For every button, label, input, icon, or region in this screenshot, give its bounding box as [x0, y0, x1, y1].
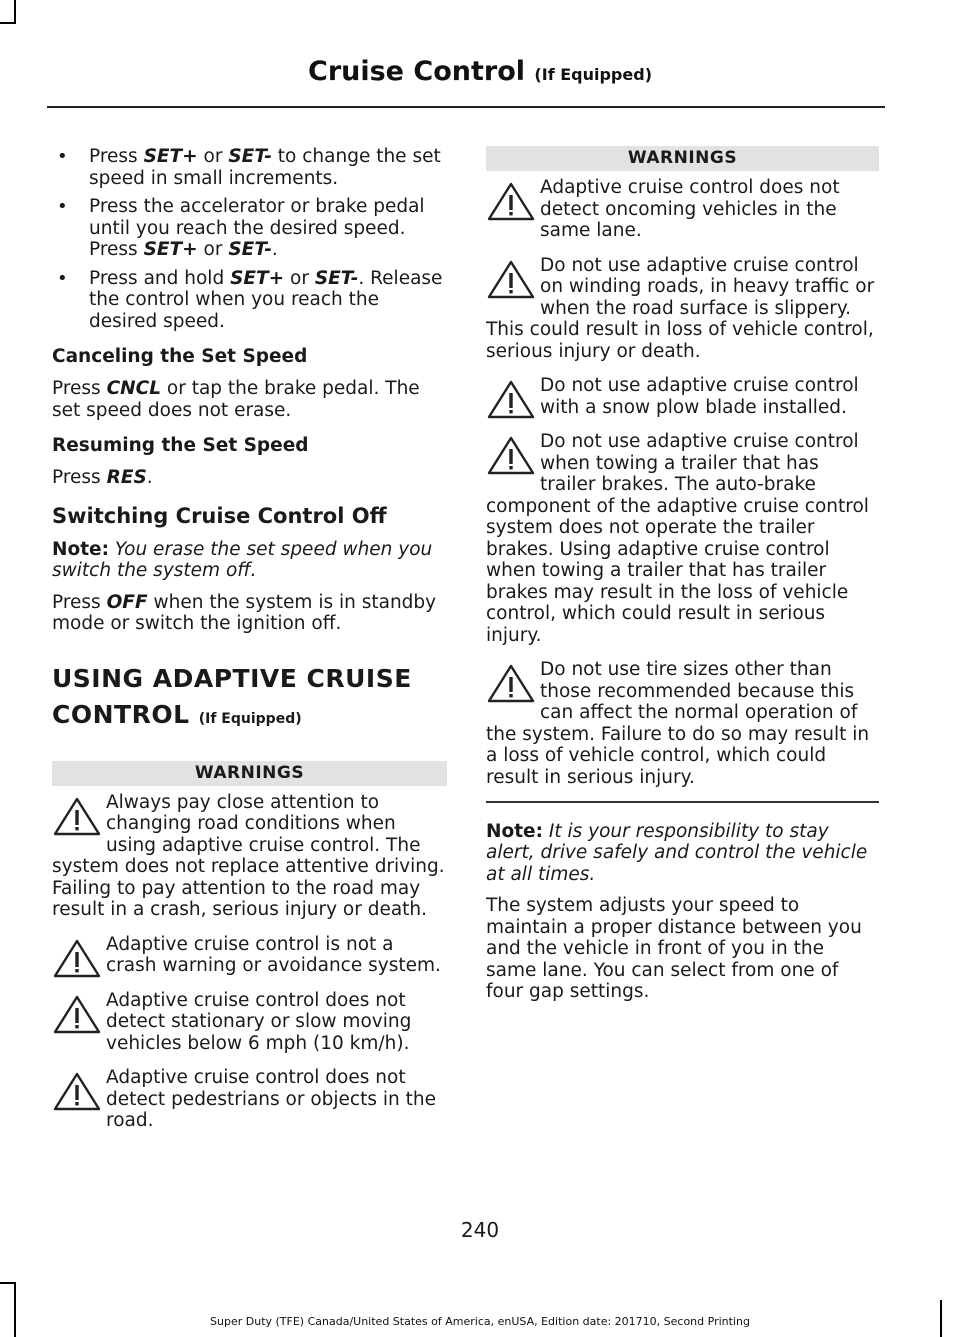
- off-note: Note: You erase the set speed when you switch the system off.: [52, 538, 433, 581]
- warning-item: Adaptive cruise control does not detect stationary or slow moving vehicles below 6 mph (10 km/h).: [52, 990, 447, 1055]
- page-header: [0, 56, 960, 87]
- bullet-text: Press SET+ or SET- to change the set speed in small increments.: [89, 146, 441, 189]
- crop-mark: [14, 1282, 16, 1337]
- warning-triangle-icon: [486, 431, 538, 475]
- cancel-heading: Canceling the Set Speed: [52, 346, 308, 367]
- off-paragraph: Press OFF when the system is in standby mode or switch the ignition off.: [52, 591, 437, 634]
- warning-triangle-icon: [486, 177, 538, 221]
- warning-triangle-icon: [52, 990, 104, 1034]
- header-title-suffix: (If Equipped): [534, 65, 652, 84]
- warning-item: Always pay close attention to changing road conditions when using adaptive cruise control. The system does not replace attentive driving. Failing to pay attention to the road may result in a crash, serious injury or death.: [52, 791, 445, 920]
- resume-heading: Resuming the Set Speed: [52, 435, 309, 456]
- header-title: Cruise Control: [308, 56, 526, 87]
- warning-triangle-icon: [486, 659, 538, 703]
- warning-triangle-icon: [52, 1067, 104, 1111]
- warning-triangle-icon: [52, 792, 104, 836]
- bullet-dot: •: [57, 196, 68, 217]
- warning-item: Adaptive cruise control does not detect oncoming vehicles in the same lane.: [486, 177, 879, 242]
- acc-heading: USING ADAPTIVE CRUISE CONTROL (If Equipped): [52, 663, 412, 729]
- warnings-end-rule: [486, 801, 879, 803]
- responsibility-note: Note: It is your responsibility to stay alert, drive safely and control the vehicle at all times.: [486, 820, 868, 885]
- list-item: [52, 146, 447, 189]
- bullet-dot: •: [57, 146, 68, 167]
- crop-mark: [14, 0, 16, 24]
- warnings-bar: WARNINGS: [52, 761, 447, 786]
- warning-item: Do not use adaptive cruise control when towing a trailer that has trailer brakes. The auto-brake component of the adaptive cruise control system does not operate the trailer brakes. Using adaptive cruise control when towing a trailer that has trailer brakes may result in the loss of vehicle control, which could result in serious injury.: [486, 431, 869, 646]
- left-column: [52, 146, 447, 1145]
- gap-paragraph: The system adjusts your speed to maintain a proper distance between you and the vehicle in front of you in the same lane. You can select from one of four gap settings.: [486, 895, 862, 1002]
- bullet-text: Press and hold SET+ or SET-. Release the control when you reach the desired speed.: [89, 267, 443, 332]
- warning-item: Do not use tire sizes other than those recommended because this can affect the normal operation of the system. Failure to do so may result in a loss of vehicle control, which could result in serious injury.: [486, 659, 870, 788]
- warning-item: Do not use adaptive cruise control on winding roads, in heavy traffic or when the road surface is slippery. This could result in loss of vehicle control, serious injury or death.: [486, 254, 875, 362]
- bullet-dot: •: [57, 267, 68, 289]
- warning-triangle-icon: [486, 255, 538, 299]
- bullet-text: Press the accelerator or brake pedal until you reach the desired speed. Press SET+ or SET-.: [89, 196, 425, 260]
- warnings-bar: WARNINGS: [486, 146, 879, 171]
- header-rule: [47, 106, 885, 108]
- crop-mark: [0, 22, 16, 24]
- cancel-paragraph: Press CNCL or tap the brake pedal. The set speed does not erase.: [52, 378, 420, 421]
- list-item: [52, 196, 447, 261]
- warning-item: Adaptive cruise control does not detect pedestrians or objects in the road.: [52, 1067, 447, 1132]
- crop-mark: [0, 1282, 16, 1284]
- right-column: [486, 146, 879, 1013]
- off-heading: Switching Cruise Control Off: [52, 503, 387, 528]
- warning-item: Adaptive cruise control is not a crash warning or avoidance system.: [52, 934, 447, 977]
- warning-item: Do not use adaptive cruise control with a snow plow blade installed.: [486, 375, 879, 418]
- resume-paragraph: Press RES.: [52, 467, 153, 488]
- warning-triangle-icon: [52, 934, 104, 978]
- footer-text: Super Duty (TFE) Canada/United States of America, enUSA, Edition date: 201710, Second Printing: [210, 1315, 750, 1328]
- warning-triangle-icon: [486, 375, 538, 419]
- list-item: [52, 268, 447, 333]
- page-number: 240: [460, 1218, 500, 1242]
